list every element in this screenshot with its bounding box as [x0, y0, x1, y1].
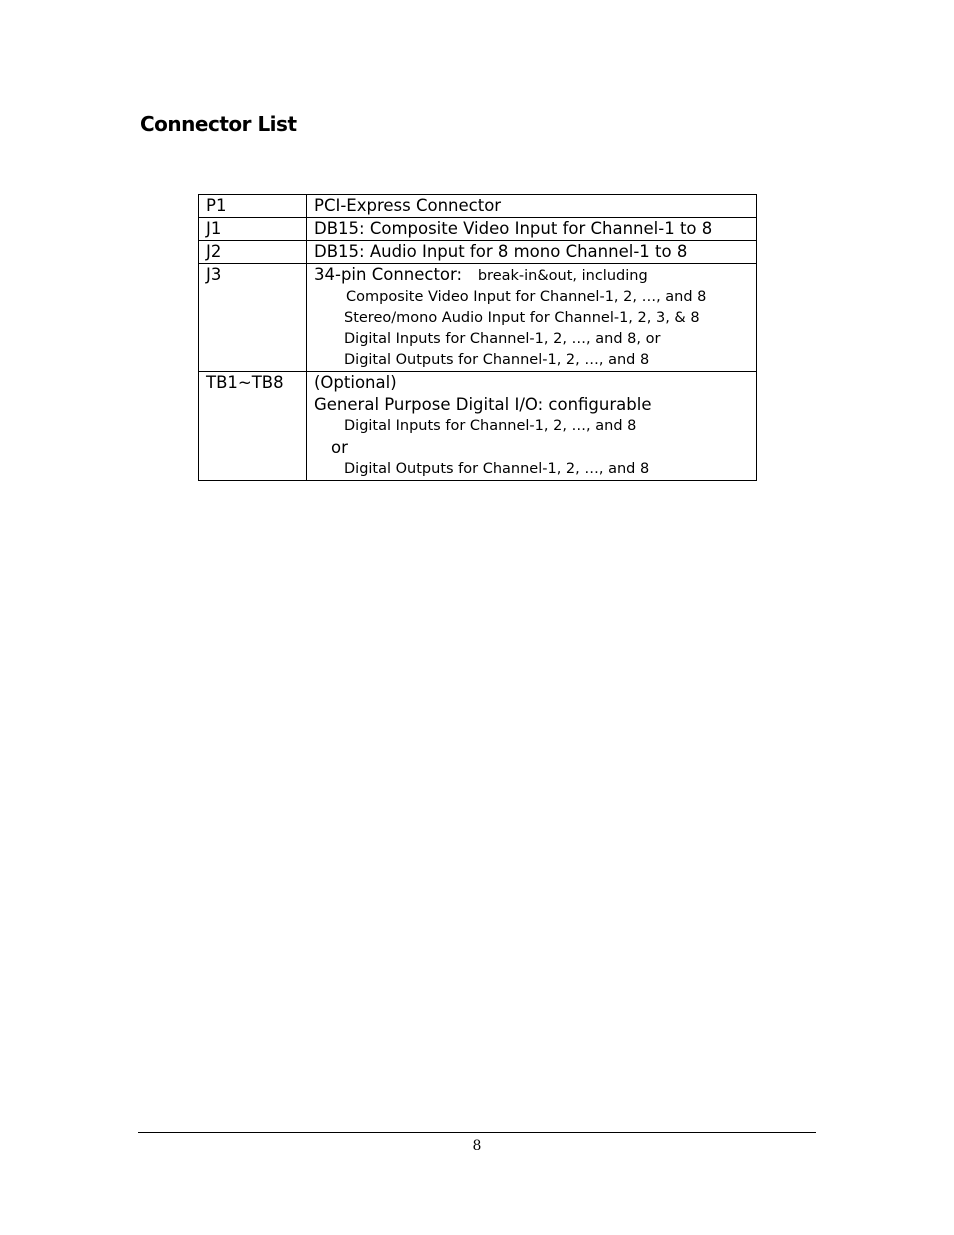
j3-title: 34-pin Connector: — [314, 265, 463, 284]
connector-table — [198, 194, 757, 481]
j3-note: break-in&out, including — [477, 268, 648, 284]
tb-or: or — [331, 438, 348, 457]
connector-description: DB15: Audio Input for 8 mono Channel-1 to 8 — [307, 241, 757, 264]
page-number: 8 — [472, 1138, 482, 1154]
tb-detail-line: Digital Outputs for Channel-1, 2, …, and 8 — [344, 461, 650, 477]
connector-description: PCI-Express Connector — [307, 195, 757, 218]
j3-detail-line: Digital Inputs for Channel-1, 2, …, and 8, or — [344, 331, 661, 347]
table-row — [199, 241, 757, 264]
tb-optional: (Optional) — [314, 373, 397, 392]
connector-id: TB1~TB8 — [199, 372, 307, 481]
connector-description — [307, 264, 757, 372]
table-row — [199, 218, 757, 241]
connector-id: P1 — [199, 195, 307, 218]
connector-id: J3 — [199, 264, 307, 372]
connector-description: DB15: Composite Video Input for Channel-1 to 8 — [307, 218, 757, 241]
table-row — [199, 195, 757, 218]
connector-id: J2 — [199, 241, 307, 264]
tb-detail-line: Digital Inputs for Channel-1, 2, …, and 8 — [344, 418, 637, 434]
page-heading: Connector List — [140, 112, 297, 136]
connector-description — [307, 372, 757, 481]
table-row — [199, 372, 757, 481]
table-row — [199, 264, 757, 372]
footer-divider — [138, 1132, 816, 1133]
j3-detail-line: Stereo/mono Audio Input for Channel-1, 2, 3, & 8 — [344, 310, 700, 326]
connector-id: J1 — [199, 218, 307, 241]
j3-detail-line: Composite Video Input for Channel-1, 2, …, and 8 — [346, 289, 707, 305]
tb-title: General Purpose Digital I/O: configurable — [314, 395, 652, 414]
j3-detail-line: Digital Outputs for Channel-1, 2, …, and 8 — [344, 352, 650, 368]
